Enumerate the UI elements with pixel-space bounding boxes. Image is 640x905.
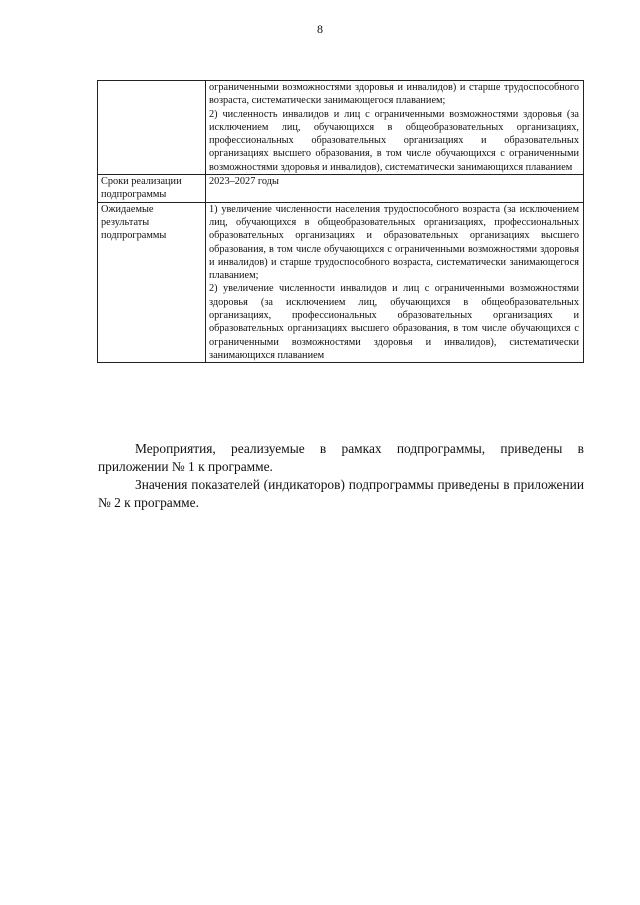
table-row [98, 175, 584, 203]
row-label: Сроки реализации подпрограммы [98, 175, 206, 203]
row-content [206, 175, 584, 203]
body-text [98, 440, 584, 512]
table-row [98, 81, 584, 175]
row-label [98, 81, 206, 175]
page-number: 8 [317, 22, 323, 36]
table-row [98, 202, 584, 363]
row-content [206, 202, 584, 363]
row-paragraph: ограниченными возможностями здоровья и инвалидов) и старше трудоспособного возраста, систематически занимающегося плаванием; [209, 82, 579, 107]
row-paragraph: 2) численность инвалидов и лиц с ограниченными возможностями здоровья (за исключением лиц, обучающихся в общеобразовательных организациях, профессиональных образовательных организациях и образовательных организациях высшего образования, в том числе обучающихся с ограниченными возможностями здоровья и инвалидов), систематически занимающихся плаванием [209, 108, 579, 173]
row-paragraph: 1) увеличение численности населения трудоспособного возраста (за исключением лиц, обучающихся в общеобразовательных организациях, профессиональных образовательных организациях и образовательных организациях высшего образования, в том числе обучающихся с ограниченными возможностями здоровья и инвалидов) и старше трудоспособного возраста, систематически занимающегося плаванием; [209, 203, 579, 282]
row-paragraph: 2) увеличение численности инвалидов и лиц с ограниченными возможностями здоровья (за исключением лиц, обучающихся в общеобразовательных организациях, профессиональных образовательных организациях и образовательных организациях высшего образования, в том числе обучающихся с ограниченными возможностями здоровья и инвалидов), систематически занимающихся плаванием [209, 283, 579, 361]
body-paragraph: Мероприятия, реализуемые в рамках подпрограммы, приведены в приложении № 1 к программе. [98, 441, 584, 474]
row-paragraph: 2023–2027 годы [209, 176, 279, 188]
subprogram-passport-table [97, 80, 584, 363]
body-paragraph: Значения показателей (индикаторов) подпрограммы приведены в приложении № 2 к программе. [98, 477, 584, 510]
row-content [206, 81, 584, 175]
row-label: Ожидаемые результаты подпрограммы [98, 202, 206, 363]
